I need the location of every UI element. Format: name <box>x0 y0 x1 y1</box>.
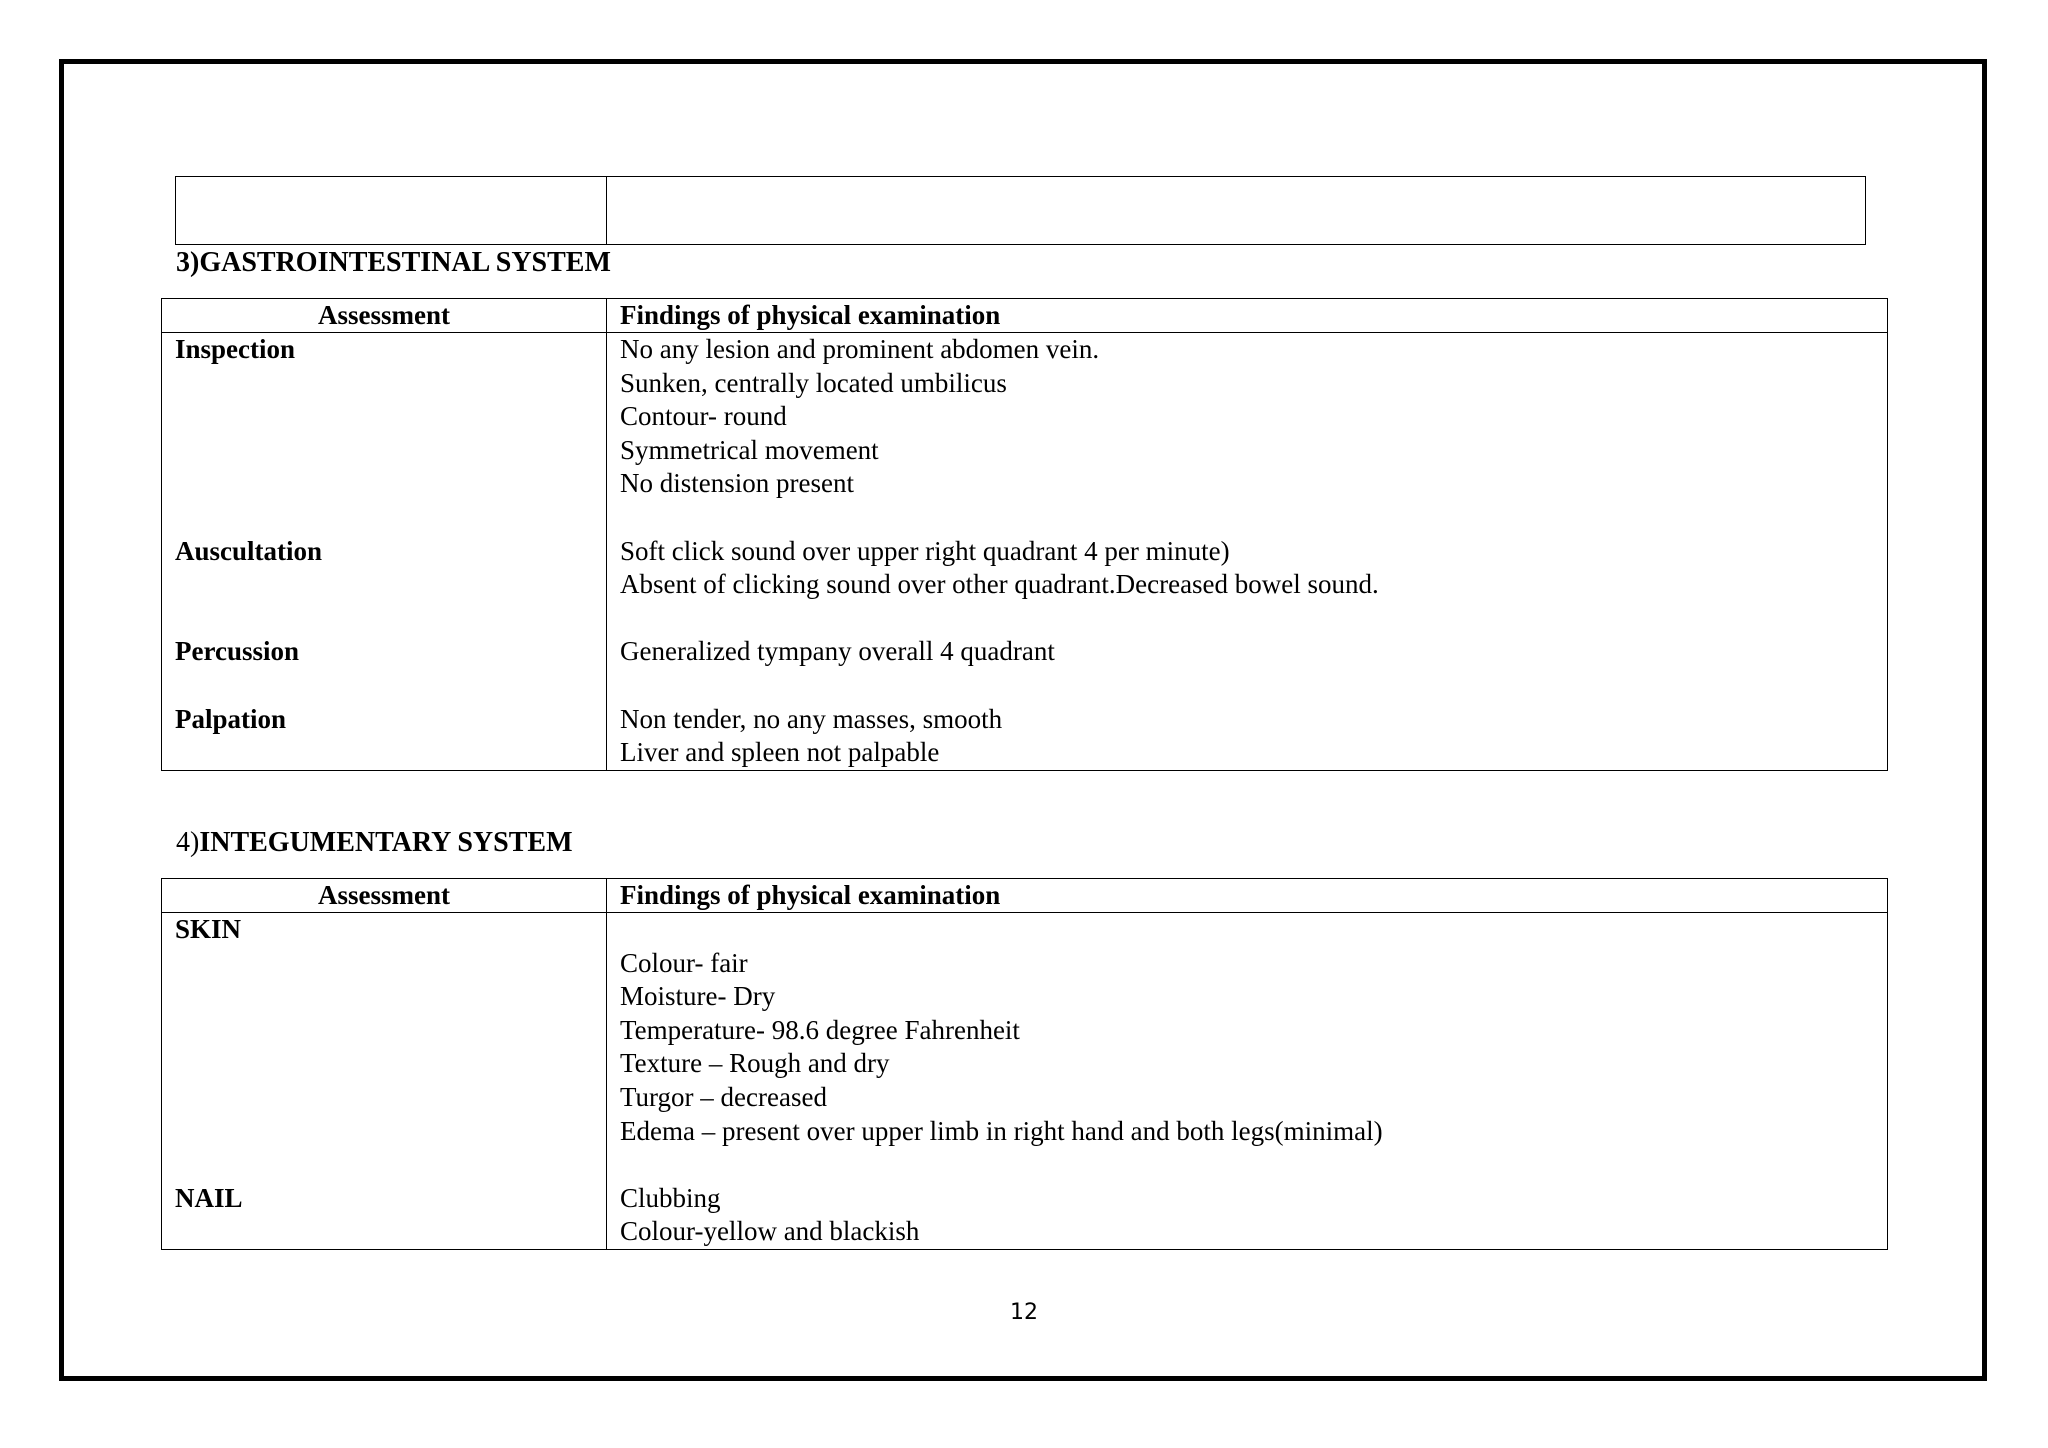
page-number: 12 <box>1010 1300 1038 1325</box>
assessment-percussion: Percussion <box>175 636 300 667</box>
finding-line: Soft click sound over upper right quadrant 4 per minute) <box>620 535 1230 566</box>
section-number: 3) <box>176 247 200 278</box>
finding-line: Clubbing <box>620 1182 721 1213</box>
integumentary-table <box>161 878 1888 1250</box>
finding-line: Moisture- Dry <box>620 981 776 1012</box>
finding-line: Generalized tympany overall 4 quadrant <box>620 636 1055 667</box>
table-row <box>176 177 1866 245</box>
finding-line: No any lesion and prominent abdomen vein. <box>620 334 1100 364</box>
previous-table-continuation <box>175 176 1866 245</box>
table-row <box>162 333 1888 771</box>
column-header-assessment: Assessment <box>162 299 607 333</box>
finding-line: Absent of clicking sound over other quadrant.Decreased bowel sound. <box>620 569 1379 600</box>
table-header-row <box>162 299 1888 333</box>
findings-cell <box>607 333 1888 771</box>
finding-line: Edema – present over upper limb in right hand and both legs(minimal) <box>620 1115 1383 1146</box>
gastrointestinal-table <box>161 298 1888 771</box>
assessment-auscultation: Auscultation <box>175 535 323 566</box>
section-name: INTEGUMENTARY SYSTEM <box>199 827 573 858</box>
empty-cell <box>176 177 607 245</box>
assessment-nail: NAIL <box>175 1182 243 1213</box>
assessment-palpation: Palpation <box>175 703 287 734</box>
table-row <box>162 913 1888 1250</box>
empty-cell <box>607 177 1866 245</box>
column-header-findings: Findings of physical examination <box>607 299 1888 333</box>
section-title-gastrointestinal <box>176 248 611 278</box>
column-header-assessment: Assessment <box>162 879 607 913</box>
finding-line: Colour- fair <box>620 947 748 978</box>
assessment-cell <box>162 333 607 771</box>
column-header-findings: Findings of physical examination <box>607 879 1888 913</box>
finding-line: Contour- round <box>620 401 787 432</box>
finding-line: Texture – Rough and dry <box>620 1048 890 1079</box>
section-number: 4) <box>176 827 200 858</box>
finding-line: Temperature- 98.6 degree Fahrenheit <box>620 1014 1020 1045</box>
assessment-cell <box>162 913 607 1250</box>
section-title-integumentary <box>176 828 573 858</box>
finding-line: No distension present <box>620 468 854 499</box>
finding-line: Turgor – decreased <box>620 1081 827 1112</box>
finding-line: Colour-yellow and blackish <box>620 1216 920 1247</box>
finding-line: Symmetrical movement <box>620 434 879 465</box>
table-header-row <box>162 879 1888 913</box>
assessment-skin: SKIN <box>175 914 242 944</box>
section-name: GASTROINTESTINAL SYSTEM <box>199 247 611 278</box>
findings-cell <box>607 913 1888 1250</box>
finding-line: Liver and spleen not palpable <box>620 737 940 768</box>
assessment-inspection: Inspection <box>175 334 296 364</box>
finding-line: Sunken, centrally located umbilicus <box>620 367 1007 398</box>
finding-line: Non tender, no any masses, smooth <box>620 703 1003 734</box>
